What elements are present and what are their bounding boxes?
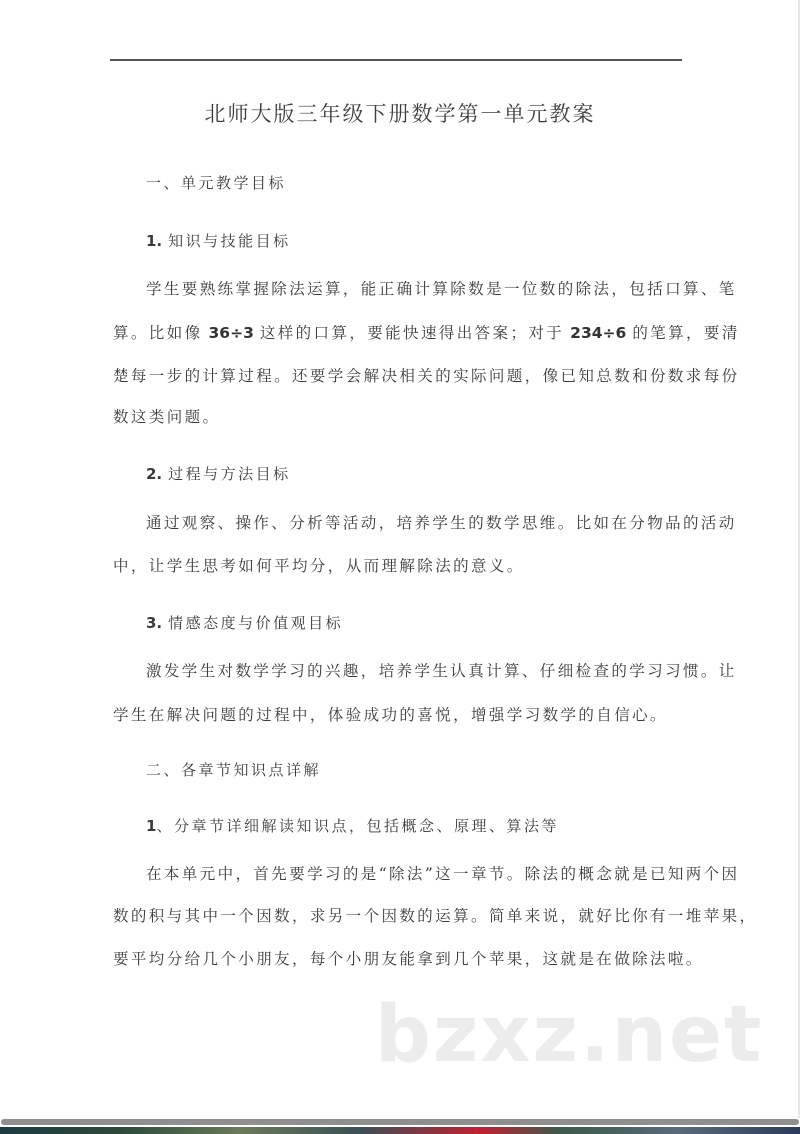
paragraph-line: 学生在解决问题的过程中，体验成功的喜悦，增强学习数学的自信心。 — [113, 706, 668, 724]
subsection-number: 3. — [146, 614, 163, 632]
paragraph-line: 算。比如像 36÷3 这样的口算，要能快速得出答案；对于 234÷6 的笔算，要清 — [113, 324, 740, 342]
subsection-number: 1. — [146, 232, 163, 250]
subsection-number: 2. — [146, 465, 163, 483]
math-expression: 36÷3 — [208, 324, 254, 342]
header-rule — [110, 59, 682, 61]
subsection-number: 1 — [146, 817, 157, 835]
paragraph-line: 数的积与其中一个因数，求另一个因数的运算。简单来说，就好比你有一堆苹果， — [113, 907, 758, 925]
subsection-heading-1-1 — [146, 230, 291, 251]
subsection-title: 、分章节详细解读知识点，包括概念、原理、算法等 — [156, 817, 559, 835]
subsection-heading-2-1 — [146, 815, 559, 836]
paragraph-line: 学生要熟练掌握除法运算，能正确计算除数是一位数的除法，包括口算、笔 — [146, 280, 737, 298]
section-heading-1: 一、单元教学目标 — [146, 174, 287, 192]
section-heading-2: 二、各章节知识点详解 — [146, 761, 322, 779]
horizontal-scrollbar-thumb[interactable] — [1, 1119, 799, 1125]
paragraph-line: 楚每一步的计算过程。还要学会解决相关的实际问题，像已知总数和份数求每份 — [113, 367, 740, 385]
paragraph-line: 在本单元中，首先要学习的是“除法”这一章节。除法的概念就是已知两个因 — [146, 865, 740, 883]
paragraph-line: 通过观察、操作、分析等活动，培养学生的数学思维。比如在分物品的活动 — [146, 514, 737, 532]
paragraph-line: 中，让学生思考如何平均分，从而理解除法的意义。 — [113, 557, 525, 575]
subsection-heading-1-3 — [146, 612, 343, 633]
paragraph-line: 要平均分给几个小朋友，每个小朋友能拿到几个苹果，这就是在做除法啦。 — [113, 950, 704, 968]
subsection-heading-1-2 — [146, 463, 291, 484]
math-expression: 234÷6 — [570, 324, 627, 342]
paragraph-line: 数这类问题。 — [113, 408, 221, 426]
subsection-title: 知识与技能目标 — [168, 232, 291, 250]
watermark: bzxz.net — [375, 990, 764, 1080]
page-title: 北师大版三年级下册数学第一单元教案 — [204, 102, 596, 126]
subsection-title: 过程与方法目标 — [168, 465, 291, 483]
paragraph-line: 激发学生对数学学习的兴趣，培养学生认真计算、仔细检查的学习习惯。让 — [146, 662, 737, 680]
subsection-title: 情感态度与价值观目标 — [168, 614, 344, 632]
desktop-background-strip — [0, 1127, 800, 1134]
